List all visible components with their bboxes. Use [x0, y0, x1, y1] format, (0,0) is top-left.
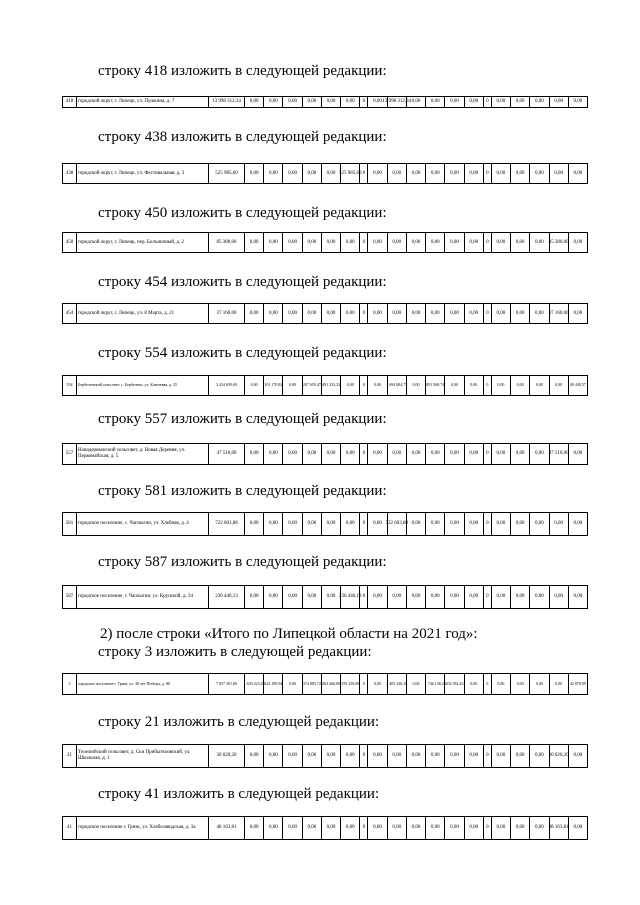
cell-value: 85 380,00 [550, 233, 569, 252]
cell-value: 0,00 [341, 745, 360, 767]
cell-value: 891 068,74 [426, 376, 445, 395]
cell-value: 1 639 423,20 [245, 674, 264, 694]
cell-address: городской округ, г. Липецк, ул. Пушкина, д. 7 [77, 97, 209, 107]
cell-value: 0,00 [407, 674, 426, 694]
cell-value: 101 170,82 [264, 376, 283, 395]
cell-value: 0,00 [530, 164, 549, 183]
cell-value: 0,00 [492, 586, 511, 608]
cell-value: 0,00 [407, 376, 426, 395]
cell-value: 7 857 301,60 [209, 674, 245, 694]
cell-value: 0,00 [368, 817, 387, 839]
heading-418: строку 418 изложить в следующей редакции: [98, 63, 387, 79]
table-row-438 [62, 163, 588, 184]
cell-value: 0,00 [407, 164, 426, 183]
cell-row-number: 21 [63, 745, 77, 767]
cell-value: 722 603,88 [209, 513, 245, 535]
cell-value: 0,00 [264, 97, 283, 107]
cell-value: 0,00 [368, 97, 387, 107]
heading-438: строку 438 изложить в следующей редакции: [98, 129, 387, 145]
cell-value: 204 582,43 [445, 674, 464, 694]
cell-value: 0,00 [322, 444, 341, 464]
cell-value: 30 020,20 [550, 745, 569, 767]
cell-value: 0,00 [368, 376, 387, 395]
cell-value: 722 603,88 [388, 513, 407, 535]
table-row-454 [62, 303, 588, 324]
cell-value: 0,00 [530, 745, 549, 767]
cell-value: 0,00 [388, 586, 407, 608]
heading-row-3: строку 3 изложить в следующей редакции: [98, 644, 372, 660]
cell-value: 0,00 [264, 233, 283, 252]
cell-value: 0,00 [341, 233, 360, 252]
cell-value: 0,00 [245, 233, 264, 252]
cell-value: 49 449,57 [569, 382, 586, 388]
cell-value: 0,00 [322, 97, 341, 107]
cell-value: 0,00 [245, 817, 264, 839]
cell-value: 0,00 [573, 451, 583, 456]
cell-value: 0 [360, 817, 368, 839]
cell-value: 0,00 [573, 753, 583, 758]
cell-value: 0,00 [407, 233, 426, 252]
cell-value: 0,00 [407, 513, 426, 535]
cell-value: 0,00 [530, 513, 549, 535]
cell-value: 0,00 [303, 233, 322, 252]
cell-value: 0,00 [492, 513, 511, 535]
cell-value: 0,00 [407, 586, 426, 608]
cell-value: 0,00 [264, 817, 283, 839]
cell-value: 0,00 [465, 674, 484, 694]
cell-value: 0 [360, 233, 368, 252]
cell-value: 0,00 [550, 674, 569, 694]
cell-value: 0,00 [407, 444, 426, 464]
cell-value: 0,00 [388, 745, 407, 767]
cell-value: 463 466,80 [322, 674, 341, 694]
cell-value: 0,00 [426, 97, 445, 107]
cell-address: Новодеревенский сельсовет, д. Новая Деревня, ул. Первомайская, д. 5 [77, 444, 209, 464]
cell-value: 0,00 [341, 376, 360, 395]
cell-value: 0,00 [445, 304, 464, 323]
cell-address: городское поселение г. Грязи, ул. 30 лет Победы, д. 80 [77, 674, 209, 694]
cell-value: 0 [360, 97, 368, 107]
cell-value: 0,00 [322, 586, 341, 608]
cell-value: 0 [484, 304, 492, 323]
cell-value: 0,00 [303, 745, 322, 767]
cell-value: 0,00 [445, 817, 464, 839]
cell-row-number: 450 [63, 233, 77, 252]
cell-value: 0,00 [264, 586, 283, 608]
cell-value: 0,00 [388, 444, 407, 464]
cell-value: 0,00 [530, 674, 549, 694]
cell-value: 0,00 [511, 513, 530, 535]
cell-value: 0,00 [283, 513, 302, 535]
heading-554: строку 554 изложить в следующей редакции: [98, 345, 387, 361]
cell-value: 0 [360, 444, 368, 464]
cell-value: 0,00 [283, 97, 302, 107]
cell-address: городское поселение, с. Чаплыгин, ул. Хлебная, д. 4 [77, 513, 209, 535]
cell-value: 0,00 [511, 376, 530, 395]
cell-value: 207 659,47 [303, 376, 322, 395]
cell-value: 0,00 [511, 586, 530, 608]
heading-21: строку 21 изложить в следующей редакции: [98, 714, 380, 730]
cell-value: 0,00 [426, 233, 445, 252]
cell-value: 0,00 [511, 304, 530, 323]
cell-value: 0,00 [465, 817, 484, 839]
cell-value: 0,00 [445, 97, 464, 107]
cell-value: 0,00 [492, 817, 511, 839]
cell-value: 0,00 [303, 513, 322, 535]
cell-row-number: 41 [63, 817, 77, 839]
cell-value: 0,00 [511, 674, 530, 694]
cell-value: 0,00 [511, 97, 530, 107]
cell-value: 0 [360, 513, 368, 535]
cell-value: 0,00 [573, 521, 583, 526]
cell-value: 0,00 [492, 745, 511, 767]
cell-value: 37 160,00 [209, 304, 245, 323]
cell-value: 0,00 [550, 97, 569, 107]
cell-value: 0,00 [426, 586, 445, 608]
table-row-587 [62, 585, 588, 609]
cell-value: 0,00 [407, 745, 426, 767]
cell-value: 0,00 [245, 97, 264, 107]
cell-value: 0 [484, 376, 492, 395]
table-row-450 [62, 232, 588, 253]
cell-value: 525 985,60 [209, 164, 245, 183]
table-row-3 [62, 673, 588, 695]
cell-value: 236 446,13 [209, 586, 245, 608]
cell-value: 0,00 [283, 444, 302, 464]
cell-value: 0,00 [426, 304, 445, 323]
cell-value: 0,00 [388, 817, 407, 839]
cell-address: городской округ, г. Липецк, ул. 8 Марта, д. 21 [77, 304, 209, 323]
cell-value: 0,00 [322, 513, 341, 535]
cell-value: 0,00 [465, 376, 484, 395]
cell-value: 0,00 [550, 513, 569, 535]
heading-section-2: 2) после строки «Итого по Липецкой области на 2021 год»: [100, 626, 478, 642]
cell-value: 0,00 [511, 233, 530, 252]
cell-value: 0,00 [445, 164, 464, 183]
cell-value: 0,00 [245, 444, 264, 464]
cell-value: 0,00 [492, 674, 511, 694]
cell-value: 0 [360, 745, 368, 767]
cell-value: 374 083,72 [303, 674, 322, 694]
cell-value: 0,00 [283, 817, 302, 839]
cell-value: 0,00 [426, 745, 445, 767]
cell-row-number: 581 [63, 513, 77, 535]
cell-value: 359 258,00 [341, 674, 360, 694]
cell-value: 0,00 [465, 745, 484, 767]
cell-value: 37 160,00 [550, 304, 569, 323]
cell-value: 0,00 [465, 164, 484, 183]
cell-value: 491 233,32 [322, 376, 341, 395]
cell-value: 0,00 [445, 233, 464, 252]
cell-value: 0,00 [264, 444, 283, 464]
cell-value: 0,00 [303, 164, 322, 183]
cell-value: 0,00 [264, 304, 283, 323]
cell-value: 30 020,20 [209, 745, 245, 767]
table-row-554 [62, 375, 588, 396]
cell-value: 0,00 [492, 97, 511, 107]
cell-value: 0,00 [445, 376, 464, 395]
cell-value: 0 [360, 376, 368, 395]
cell-value: 0,00 [530, 444, 549, 464]
cell-value: 0,00 [368, 513, 387, 535]
cell-row-number: 587 [63, 586, 77, 608]
heading-454: строку 454 изложить в следующей редакции: [98, 274, 387, 290]
cell-address: городской округ, г. Липецк, ул. Фестивальная, д. 3 [77, 164, 209, 183]
table-row-418 [62, 96, 588, 108]
cell-row-number: 557 [63, 444, 77, 464]
cell-address: Телелюйский сельсовет, д. Ски Прибыткоовский, ул. Школьная, д. 1 [77, 745, 209, 767]
cell-value: 0,00 [407, 97, 426, 107]
cell-value: 0,00 [322, 233, 341, 252]
cell-row-number: 554 [63, 376, 77, 395]
cell-address: городское поселение, г. Чаплыгин, ул. Крупской, д. 34 [77, 586, 209, 608]
cell-value: 0,00 [341, 444, 360, 464]
cell-value: 0,00 [465, 586, 484, 608]
cell-value: 0,00 [368, 164, 387, 183]
cell-value: 0,00 [341, 304, 360, 323]
cell-value: 0,00 [264, 745, 283, 767]
cell-value: 48 163,81 [209, 817, 245, 839]
cell-value: 0,00 [245, 376, 264, 395]
cell-value: 0,00 [264, 164, 283, 183]
cell-value: 0,00 [303, 97, 322, 107]
cell-value: 0 [484, 817, 492, 839]
cell-value: 0 [484, 164, 492, 183]
cell-value: 0,00 [445, 444, 464, 464]
cell-value: 85 380,00 [209, 233, 245, 252]
cell-value: 0,00 [550, 586, 569, 608]
cell-value: 13 998 312,34 [209, 97, 245, 107]
cell-value: 0,00 [245, 745, 264, 767]
table-row-21 [62, 744, 588, 768]
cell-value: 0,00 [341, 97, 360, 107]
cell-value: 0,00 [368, 233, 387, 252]
cell-value: 0,00 [573, 594, 583, 599]
cell-value: 0,00 [368, 444, 387, 464]
cell-row-number: 418 [63, 97, 77, 107]
cell-value: 525 985,60 [341, 164, 360, 183]
cell-value: 0,00 [245, 513, 264, 535]
cell-value: 0,00 [445, 513, 464, 535]
cell-value: 0,00 [341, 513, 360, 535]
cell-value: 0,00 [368, 745, 387, 767]
cell-value: 0,00 [492, 304, 511, 323]
cell-value: 0,00 [368, 586, 387, 608]
cell-value: 0 [484, 233, 492, 252]
cell-value: 0,00 [283, 304, 302, 323]
cell-value: 0,00 [283, 164, 302, 183]
cell-address: городской округ, г. Липецк, пер. Болъничный, д. 2 [77, 233, 209, 252]
cell-value: 0,00 [283, 674, 302, 694]
cell-value: 0 [360, 304, 368, 323]
cell-value: 0,00 [465, 304, 484, 323]
cell-value: 0,00 [465, 97, 484, 107]
cell-value: 0,00 [530, 233, 549, 252]
cell-value: 0,00 [573, 99, 583, 104]
cell-value: 0,00 [264, 513, 283, 535]
heading-581: строку 581 изложить в следующей редакции: [98, 483, 387, 499]
cell-value: 47 510,00 [550, 444, 569, 464]
cell-value: 0,00 [465, 233, 484, 252]
cell-value: 0,00 [492, 233, 511, 252]
cell-value: 0 [484, 586, 492, 608]
cell-value: 0 [360, 674, 368, 694]
cell-value: 0,00 [492, 444, 511, 464]
cell-address: городское поселение г. Грязи, ул. Хлебозаводская, д. 3а [77, 817, 209, 839]
cell-value: 0,00 [511, 164, 530, 183]
cell-value: 0,00 [388, 164, 407, 183]
cell-value: 0,00 [283, 586, 302, 608]
cell-value: 0,00 [573, 239, 583, 245]
cell-value: 47 510,00 [209, 444, 245, 464]
cell-value: 0 [360, 586, 368, 608]
cell-row-number: 3 [63, 674, 77, 694]
cell-value: 0,00 [303, 444, 322, 464]
heading-587: строку 587 изложить в следующей редакции: [98, 554, 387, 570]
cell-value: 0,00 [303, 304, 322, 323]
cell-value: 0,00 [407, 304, 426, 323]
heading-557: строку 557 изложить в следующей редакции: [98, 411, 387, 427]
cell-value: 0,00 [573, 310, 583, 316]
cell-value: 0,00 [511, 817, 530, 839]
cell-value: 13 998 312,34 [388, 97, 407, 107]
cell-value: 0,00 [303, 586, 322, 608]
cell-value: 48 163,81 [550, 817, 569, 839]
cell-value: 3 424 659,69 [209, 376, 245, 395]
cell-value: 0,00 [530, 304, 549, 323]
cell-value: 0,00 [511, 444, 530, 464]
cell-value: 1 746 138,28 [426, 674, 445, 694]
cell-value: 0,00 [322, 817, 341, 839]
cell-value: 0,00 [426, 817, 445, 839]
cell-value: 224 189,94 [264, 674, 283, 694]
cell-value: 0 [484, 674, 492, 694]
cell-value: 0,00 [511, 745, 530, 767]
cell-value: 2 405 328,16 [388, 674, 407, 694]
cell-value: 0 [360, 164, 368, 183]
cell-value: 0,00 [530, 97, 549, 107]
cell-value: 0,00 [388, 233, 407, 252]
cell-value: 0,00 [407, 817, 426, 839]
cell-value: 0,00 [573, 825, 583, 830]
cell-value: 0,00 [530, 586, 549, 608]
cell-value: 0,00 [492, 376, 511, 395]
cell-value: 0,00 [445, 586, 464, 608]
cell-value: 0,00 [530, 817, 549, 839]
cell-value: 0,00 [283, 745, 302, 767]
cell-value: 0 [484, 97, 492, 107]
cell-value: 0,00 [245, 304, 264, 323]
cell-value: 0,00 [322, 304, 341, 323]
cell-value: 0,00 [245, 586, 264, 608]
cell-value: 0,00 [322, 745, 341, 767]
cell-value: 1 694 684,77 [388, 376, 407, 395]
cell-value: 0,00 [245, 164, 264, 183]
heading-450: строку 450 изложить в следующей редакции: [98, 205, 387, 221]
cell-value: 0,00 [465, 513, 484, 535]
cell-value: 0,00 [465, 444, 484, 464]
cell-value: 0,00 [550, 164, 569, 183]
cell-value: 0,00 [426, 513, 445, 535]
cell-value: 0 [484, 745, 492, 767]
table-row-557 [62, 443, 588, 465]
cell-value: 0,00 [445, 745, 464, 767]
cell-value: 0,00 [283, 376, 302, 395]
cell-value: 0,00 [426, 164, 445, 183]
cell-value: 0,00 [283, 233, 302, 252]
cell-value: 236 446,13 [341, 586, 360, 608]
cell-row-number: 454 [63, 304, 77, 323]
cell-value: 0,00 [368, 304, 387, 323]
cell-value: 0,00 [341, 817, 360, 839]
cell-row-number: 438 [63, 164, 77, 183]
cell-value: 0,00 [426, 444, 445, 464]
cell-value: 0,00 [492, 164, 511, 183]
cell-value: 0,00 [530, 376, 549, 395]
table-row-41 [62, 816, 588, 840]
cell-value: 0,00 [550, 376, 569, 395]
table-row-581 [62, 512, 588, 536]
cell-value: 0,00 [388, 304, 407, 323]
cell-value: 0,00 [322, 164, 341, 183]
cell-address: Бербеленский сельсовет, с. Бербелено, ул. Ключевая, д. 25 [77, 376, 209, 395]
heading-41: строку 41 изложить в следующей редакции: [98, 786, 380, 802]
cell-value: 0,00 [573, 170, 583, 176]
cell-value: 0 [484, 513, 492, 535]
cell-value: 0 [484, 444, 492, 464]
cell-value: 0,00 [303, 817, 322, 839]
cell-value: 0,00 [368, 674, 387, 694]
cell-value: 42 878,09 [569, 680, 586, 686]
